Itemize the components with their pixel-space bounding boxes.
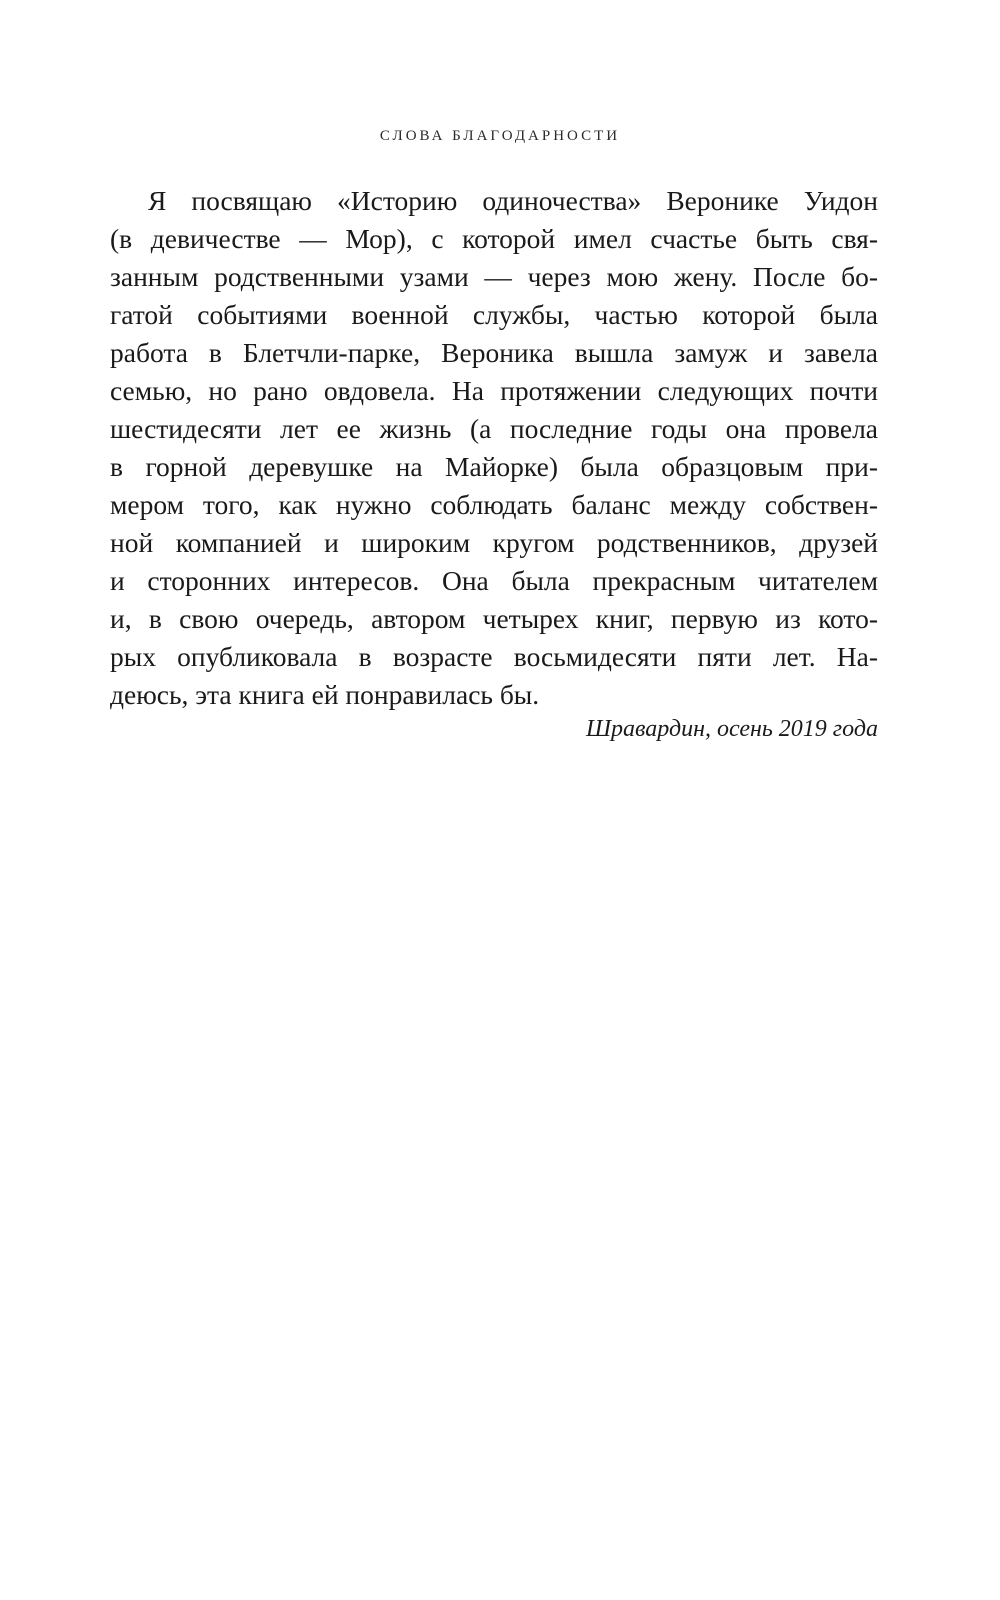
paragraph-line: деюсь, эта книга ей понравилась бы.	[110, 679, 540, 710]
paragraph-line: занным родственными узами — через мою жену. После бо-	[110, 261, 878, 292]
paragraph-line: ной компанией и широким кругом родственников, друзей	[110, 527, 878, 558]
paragraph-line: шестидесяти лет ее жизнь (а последние годы она провела	[110, 413, 878, 444]
paragraph-line: (в девичестве — Мор), с которой имел счастье быть свя-	[110, 223, 878, 254]
paragraph-line: мером того, как нужно соблюдать баланс между собствен-	[110, 489, 878, 520]
running-head: СЛОВА БЛАГОДАРНОСТИ	[379, 128, 621, 144]
paragraph-line: и, в свою очередь, автором четырех книг, первую из кото-	[110, 603, 878, 634]
paragraph-line: работа в Блетчли-парке, Вероника вышла замуж и завела	[110, 337, 878, 368]
paragraph-line: в горной деревушке на Майорке) была образцовым при-	[110, 451, 878, 482]
dedication-paragraph	[110, 182, 878, 714]
paragraph-line: и сторонних интересов. Она была прекрасным читателем	[110, 565, 878, 596]
paragraph-line: рых опубликовала в возрасте восьмидесяти пяти лет. На-	[110, 641, 878, 672]
paragraph-line: гатой событиями военной службы, частью которой была	[110, 299, 878, 330]
signature-place-date: Шравардин, осень 2019 года	[585, 716, 878, 742]
paragraph-line: Я посвящаю «Историю одиночества» Веронике Уидон	[148, 185, 878, 216]
paragraph-line: семью, но рано овдовела. На протяжении следующих почти	[110, 375, 878, 406]
